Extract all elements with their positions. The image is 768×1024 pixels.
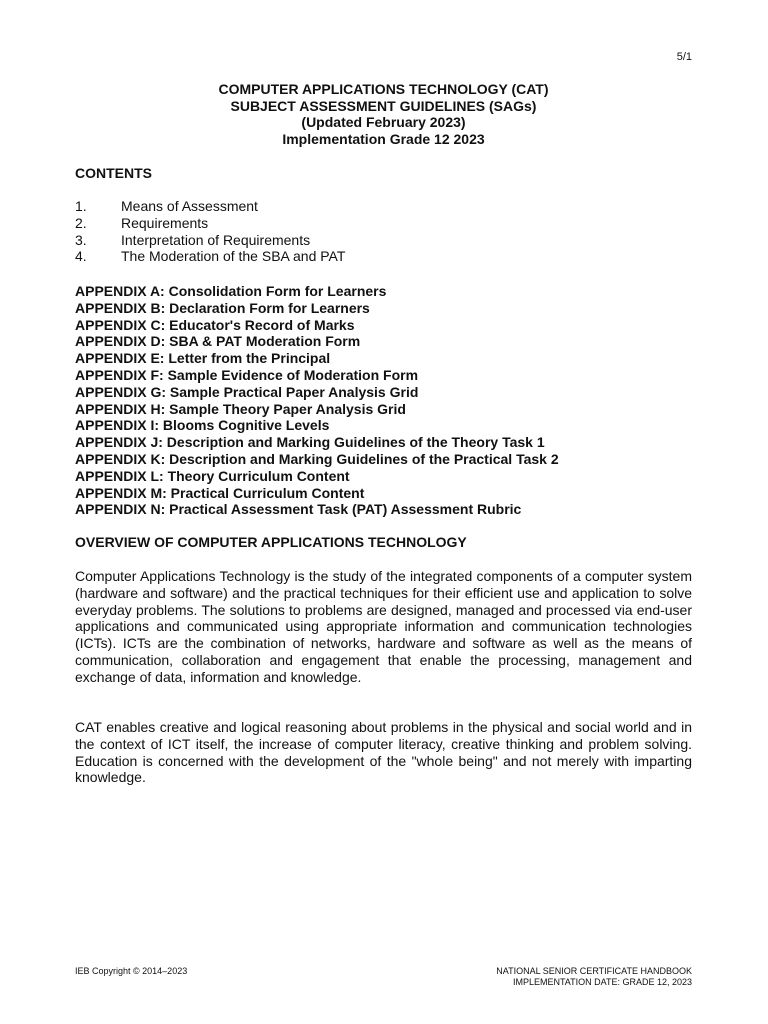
appendix-list: [75, 283, 559, 518]
title-line-1: COMPUTER APPLICATIONS TECHNOLOGY (CAT): [218, 81, 549, 97]
contents-item-number: 2.: [75, 214, 87, 231]
contents-item-text: The Moderation of the SBA and PAT: [121, 248, 346, 265]
appendix-item: APPENDIX K: Description and Marking Guidelines of the Practical Task 2: [75, 450, 559, 467]
contents-item-number: 3.: [75, 231, 87, 248]
contents-item-text: Means of Assessment: [121, 198, 258, 214]
title-line-2: SUBJECT ASSESSMENT GUIDELINES (SAGs): [230, 97, 537, 114]
appendix-item: APPENDIX G: Sample Practical Paper Analysis Grid: [75, 383, 419, 400]
overview-heading: OVERVIEW OF COMPUTER APPLICATIONS TECHNOLOGY: [75, 534, 467, 550]
appendix-item: APPENDIX B: Declaration Form for Learners: [75, 299, 370, 316]
contents-heading: CONTENTS: [75, 165, 152, 181]
document-title: [75, 81, 692, 147]
appendix-item: APPENDIX H: Sample Theory Paper Analysis Grid: [75, 400, 406, 417]
appendix-item: APPENDIX N: Practical Assessment Task (PAT) Assessment Rubric: [75, 501, 522, 518]
contents-item-text: Interpretation of Requirements: [121, 231, 311, 248]
overview-paragraph-1: Computer Applications Technology is the study of the integrated components of a computer system (hardware and software) and the practical techniques for their efficient use and application to solve everyday problems. The solutions to problems are designed, managed and processed via end-user applications and communicated using appropriate information and communication technologies (ICTs). ICTs are the combination of networks, hardware and software as well as the means of communication, collaboration and engagement that enable the processing, management and exchange of data, information and knowledge.: [75, 568, 692, 685]
appendix-item: APPENDIX I: Blooms Cognitive Levels: [75, 417, 330, 434]
footer-handbook: NATIONAL SENIOR CERTIFICATE HANDBOOK: [496, 966, 692, 976]
appendix-item: APPENDIX F: Sample Evidence of Moderation Form: [75, 366, 419, 383]
page-number: 5/1: [676, 51, 692, 63]
contents-item-text: Requirements: [121, 214, 209, 231]
footer-copyright: IEB Copyright © 2014–2023: [75, 966, 188, 976]
footer-implementation: IMPLEMENTATION DATE: GRADE 12, 2023: [512, 977, 692, 987]
contents-list: [75, 198, 345, 265]
contents-item-number: 1.: [75, 198, 87, 214]
contents-item-number: 4.: [75, 248, 87, 265]
contents-item: [75, 198, 345, 215]
appendix-item: APPENDIX C: Educator's Record of Marks: [75, 316, 355, 333]
appendix-item: APPENDIX E: Letter from the Principal: [75, 350, 331, 367]
contents-item: [75, 215, 345, 232]
title-line-4: Implementation Grade 12 2023: [282, 130, 485, 147]
footer-handbook-info: [496, 966, 692, 988]
appendix-item: APPENDIX A: Consolidation Form for Learners: [75, 283, 387, 299]
appendix-item: APPENDIX M: Practical Curriculum Content: [75, 484, 365, 501]
title-line-3: (Updated February 2023): [301, 114, 466, 130]
contents-item: [75, 248, 345, 265]
overview-paragraph-2: CAT enables creative and logical reasoning about problems in the physical and social world and in the context of ICT itself, the increase of computer literacy, creative thinking and problem solving. Education is concerned with the development of the "whole being" and not merely with imparting knowledge.: [75, 719, 692, 786]
contents-item: [75, 232, 345, 249]
appendix-item: APPENDIX J: Description and Marking Guidelines of the Theory Task 1: [75, 434, 545, 451]
appendix-item: APPENDIX L: Theory Curriculum Content: [75, 467, 350, 484]
appendix-item: APPENDIX D: SBA & PAT Moderation Form: [75, 333, 361, 350]
